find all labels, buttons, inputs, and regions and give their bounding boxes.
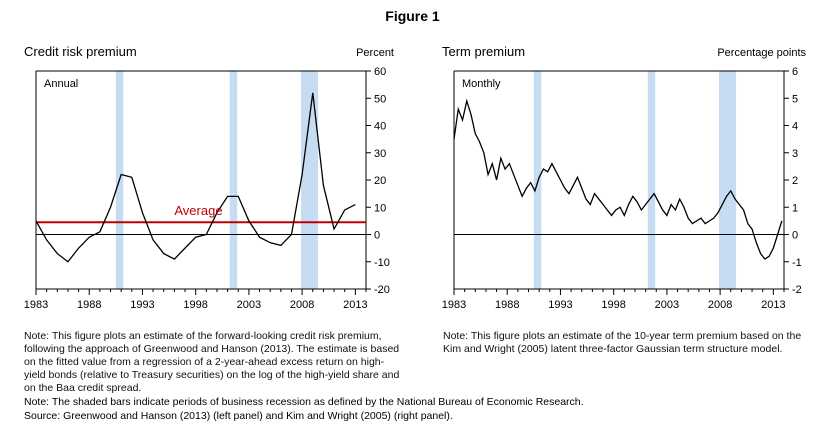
svg-text:1998: 1998 bbox=[601, 299, 626, 311]
svg-text:1988: 1988 bbox=[494, 299, 520, 311]
svg-text:1988: 1988 bbox=[76, 299, 102, 311]
svg-text:2008: 2008 bbox=[707, 299, 733, 311]
svg-text:-1: -1 bbox=[792, 256, 802, 269]
figure-footer bbox=[24, 395, 804, 423]
right-panel-note: Note: This figure plots an estimate of the 10-year term premium based on the Kim and Wright (2005) latent three-factor Gaussian term structure model. bbox=[443, 330, 802, 355]
svg-text:2003: 2003 bbox=[654, 299, 680, 311]
right-unit-label: Percentage points bbox=[717, 47, 806, 59]
credit-risk-premium-chart bbox=[22, 65, 402, 315]
svg-text:2013: 2013 bbox=[761, 299, 786, 311]
svg-text:1998: 1998 bbox=[183, 299, 208, 311]
svg-text:1: 1 bbox=[792, 202, 799, 215]
svg-text:Monthly: Monthly bbox=[462, 78, 501, 90]
svg-text:Average: Average bbox=[174, 203, 223, 219]
footer-source: Source: Greenwood and Hanson (2013) (left panel) and Kim and Wright (2005) (right panel). bbox=[24, 410, 453, 422]
svg-text:2: 2 bbox=[792, 175, 799, 187]
svg-text:40: 40 bbox=[374, 120, 387, 133]
svg-text:20: 20 bbox=[374, 175, 387, 187]
svg-text:6: 6 bbox=[792, 66, 799, 78]
footer-note: Note: The shaded bars indicate periods of business recession as defined by the National Bureau of Economic Research. bbox=[24, 396, 584, 408]
svg-text:5: 5 bbox=[792, 93, 799, 106]
svg-text:4: 4 bbox=[792, 120, 799, 133]
svg-text:-10: -10 bbox=[374, 256, 390, 269]
svg-text:2008: 2008 bbox=[289, 299, 315, 311]
svg-text:1983: 1983 bbox=[23, 299, 49, 311]
svg-text:-2: -2 bbox=[792, 284, 802, 296]
panel-credit-risk-premium bbox=[22, 44, 402, 315]
term-premium-chart bbox=[440, 65, 810, 315]
svg-text:3: 3 bbox=[792, 147, 799, 160]
svg-text:Annual: Annual bbox=[44, 78, 79, 90]
svg-text:0: 0 bbox=[792, 229, 799, 242]
right-panel-title: Term premium bbox=[442, 44, 526, 59]
svg-text:30: 30 bbox=[374, 147, 387, 160]
panel-term-premium bbox=[440, 44, 810, 315]
svg-text:1983: 1983 bbox=[441, 299, 467, 311]
svg-text:2013: 2013 bbox=[343, 299, 368, 311]
svg-text:2003: 2003 bbox=[236, 299, 262, 311]
svg-text:50: 50 bbox=[374, 93, 387, 106]
svg-text:10: 10 bbox=[374, 202, 387, 215]
svg-text:0: 0 bbox=[374, 229, 381, 242]
figure-title: Figure 1 bbox=[385, 8, 440, 24]
svg-text:-20: -20 bbox=[374, 284, 390, 296]
left-unit-label: Percent bbox=[356, 47, 394, 59]
svg-text:60: 60 bbox=[374, 66, 387, 78]
left-panel-note: Note: This figure plots an estimate of the forward-looking credit risk premium, following the approach of Greenwood and Hanson (2013). The estimate is based on the fitted value from a regression of a 2-year-ahead excess return on high-yield bonds (relative to Treasury securities) on the log of the high-yield share and on the Baa credit spread. bbox=[24, 330, 400, 394]
left-panel-title: Credit risk premium bbox=[24, 44, 137, 59]
svg-text:1993: 1993 bbox=[130, 299, 155, 311]
svg-text:1993: 1993 bbox=[548, 299, 573, 311]
